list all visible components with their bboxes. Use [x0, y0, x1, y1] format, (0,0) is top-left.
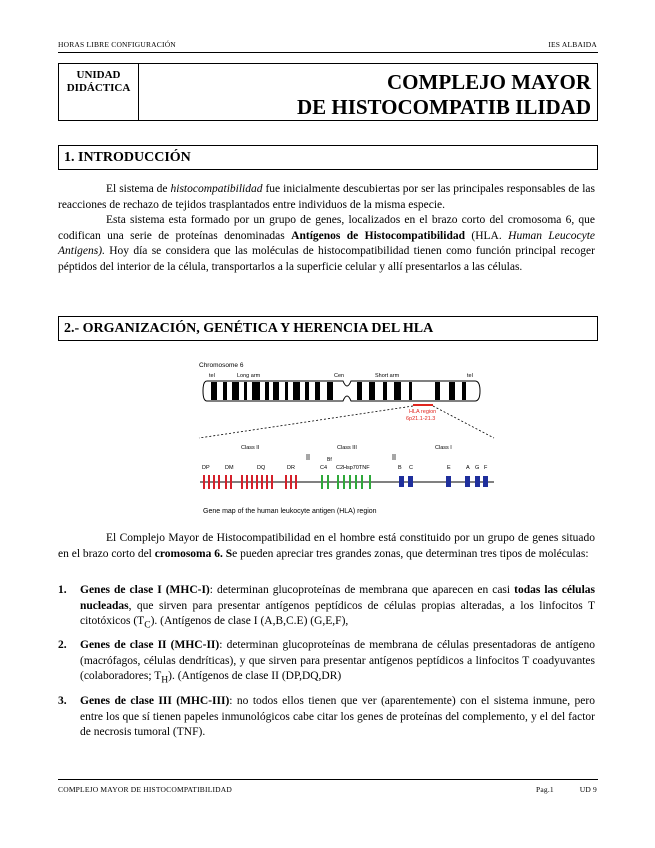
list-item-class-i	[58, 583, 595, 633]
running-header-left: HORAS LIBRE CONFIGURACIÓN	[58, 40, 176, 49]
zones-intro-text: El Complejo Mayor de Histocompatibilidad en el hombre está constituido por un grupo de genes situado en el brazo corto del cromosoma 6. Se pueden apreciar tres grandes zonas, que determinan tres tipos de moléculas:	[58, 532, 595, 560]
section-heading-hla: 2.- ORGANIZACIÓN, GENÉTICA Y HERENCIA DEL HLA	[58, 316, 598, 341]
hla-gene-map-svg	[197, 356, 497, 518]
gene-labels	[202, 465, 488, 471]
gene-label-dq: DQ	[257, 465, 266, 471]
list-item-text: Genes de clase I (MHC-I): determinan glucoproteínas de membrana que aparecen en casi todas las células nucleadas, que sirven para presentar antígenos peptídicos de células propias alteradas, a los linfocitos T citotóxicos $(T_C)$. (Antígenos de clase I (A,B,C.E) (G,E,F),	[80, 584, 595, 631]
gene-label-dr: DR	[287, 465, 295, 471]
gene-label-c: C	[409, 465, 413, 471]
gene-label-dm: DM	[225, 465, 234, 471]
gene-label-dp: DP	[202, 465, 210, 471]
class-dividers	[307, 454, 395, 460]
class-i-label: Class I	[435, 445, 452, 451]
zoom-line-left	[199, 406, 413, 438]
gene-label-c2hsp70tnf: C2Hsp70TNF	[336, 465, 370, 471]
unit-title-line1: COMPLEJO MAYOR	[387, 70, 591, 94]
page-number: Pag.1	[536, 785, 554, 794]
unit-title-box	[58, 63, 598, 121]
arm-label-tel-left: tel	[209, 373, 215, 379]
gene-label-e: E	[447, 465, 451, 471]
hla-region-label: HLA region	[409, 409, 437, 415]
header-rule	[58, 52, 598, 53]
footer-rule	[58, 779, 598, 780]
arm-label-long: Long arm	[237, 373, 261, 379]
list-item-number: 3.	[58, 695, 67, 707]
arm-label-short: Short arm	[375, 373, 400, 379]
figure-caption: Gene map of the human leukocyte antigen (HLA) region	[203, 508, 377, 515]
chromosome-label: Chromosome 6	[199, 362, 244, 369]
arm-label-tel-right: tel	[467, 373, 473, 379]
running-header-right: IES ALBAIDA	[548, 40, 597, 49]
section-heading-intro: 1. INTRODUCCIÓN	[58, 145, 598, 170]
hla-gene-map-figure	[197, 356, 497, 518]
list-item-text: Genes de clase II (MHC-II): determinan glucoproteínas de membrana de células presentadoras de antígeno (macrófagos, células dendríticas), y que sirven para presentar antígenos peptídicos a linfocitos T coadyuvantes (colaboradores; $T_H$). (Antígenos de clase II (DP,DQ,DR)	[80, 639, 595, 686]
list-item-number: 2.	[58, 639, 67, 651]
list-item-number: 1.	[58, 584, 67, 596]
unit-title-line2: DE HISTOCOMPATIB ILIDAD	[296, 95, 591, 119]
list-item-class-iii	[58, 694, 595, 741]
intro-text	[58, 182, 595, 275]
unit-number: UD 9	[579, 785, 597, 794]
chromosome-ideogram	[203, 381, 480, 401]
list-item-class-ii	[58, 638, 595, 688]
arm-label-cen: Cen	[334, 373, 345, 379]
arm-labels	[209, 373, 473, 379]
zoom-line-right	[433, 406, 494, 438]
class-labels	[241, 445, 452, 451]
intro-paragraph-1: El sistema de histocompatibilidad fue inicialmente descubiertas por ser las principales responsables de las reacciones de rechazo de tejidos trasplantados entre individuos de la misma especie.	[58, 183, 595, 211]
gene-label-b: B	[398, 465, 402, 471]
hla-region-locus: 6p21.1-21.3	[406, 416, 436, 422]
unit-label-line2: DIDÁCTICA	[66, 82, 131, 94]
class-iii-label: Class III	[337, 445, 357, 451]
unit-label-line1: UNIDAD	[76, 69, 121, 81]
bf-label: Bf	[327, 457, 332, 463]
class-ii-label: Class II	[241, 445, 260, 451]
gene-label-f: F	[484, 465, 488, 471]
unit-title	[297, 70, 591, 120]
list-item-text: Genes de clase III (MHC-III): no todos ellos tienen que ver (aparentemente) con el sistema inmune, pero entre los que sí tienen papeles inmunológicos cabe citar los genes de proteínas del complemento, y el del factor de necrosis tumoral (TNF).	[80, 695, 595, 738]
intro-paragraph-2: Esta sistema esta formado por un grupo de genes, localizados en el brazo corto del cromosoma 6, que codifican una serie de proteínas denominadas Antígenos de Histocompatibilidad (HLA. Human Leucocyte Antigens). Hoy día se considera que las moléculas de histocompatibilidad tienen como función principal recoger péptidos del interior de la célula, transportarlos a la superficie celular y allí presentarlos a las células.	[58, 214, 596, 273]
unit-label	[59, 64, 139, 120]
gene-label-c4: C4	[320, 465, 328, 471]
running-footer-left: COMPLEJO MAYOR DE HISTOCOMPATIBILIDAD	[58, 785, 233, 794]
hla-zones-paragraph	[58, 531, 595, 562]
gene-label-g: G	[475, 465, 480, 471]
gene-label-a: A	[466, 465, 470, 471]
